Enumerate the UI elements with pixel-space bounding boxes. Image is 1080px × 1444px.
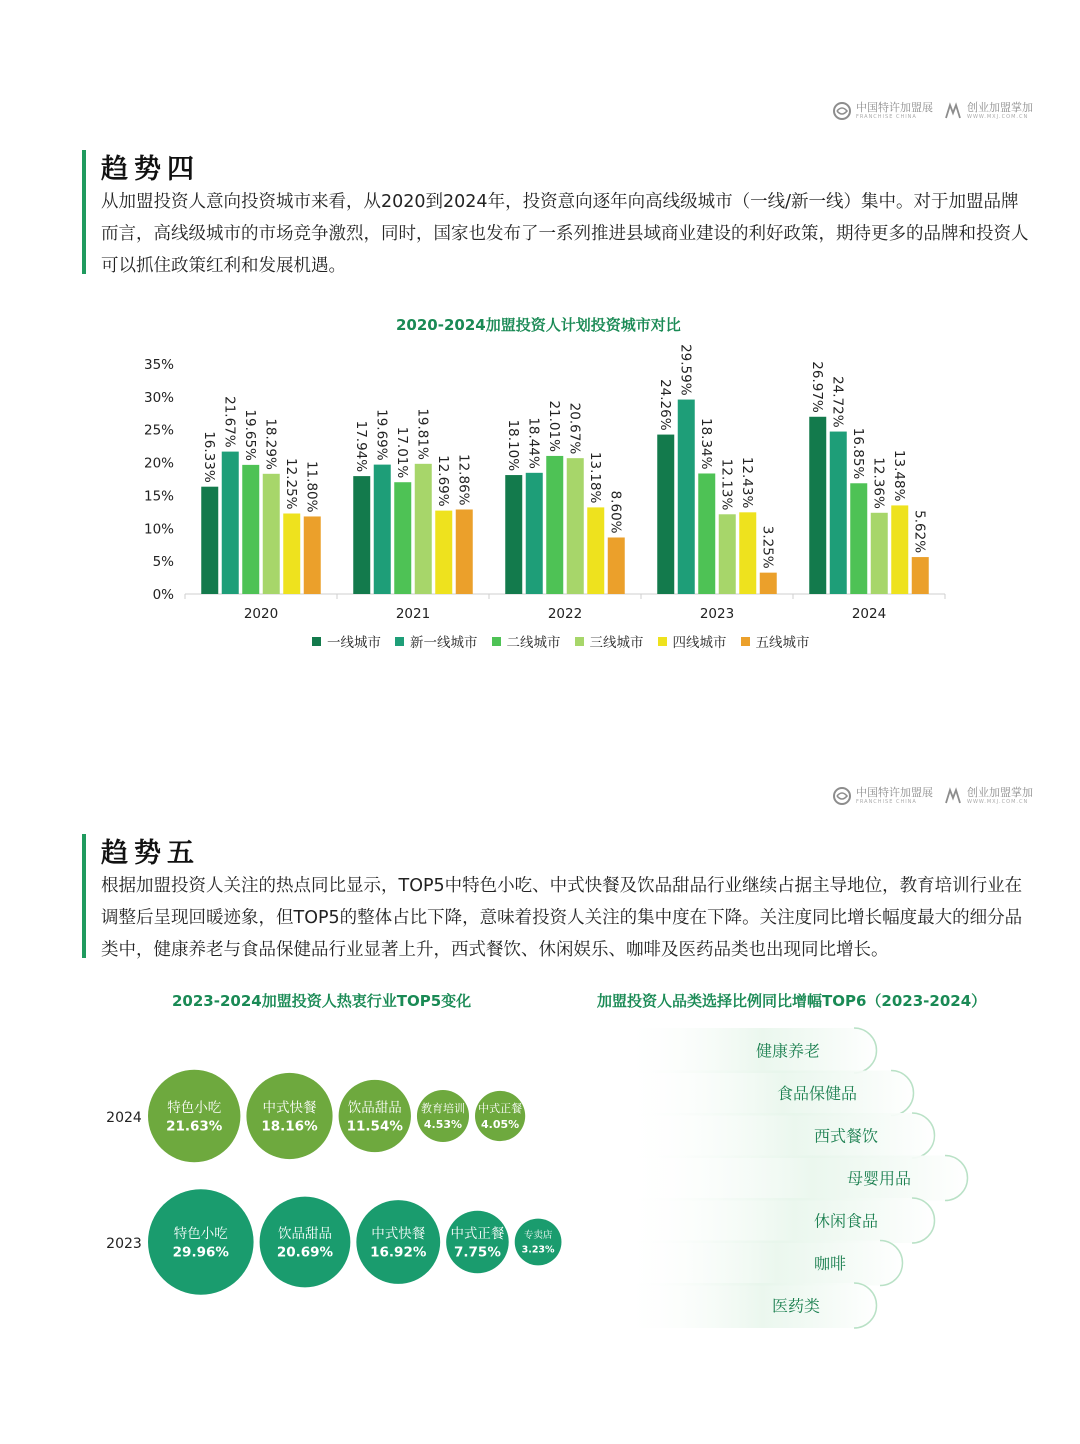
data-label: 13.18% [586, 451, 603, 504]
bar [353, 476, 370, 594]
franchise-china-icon [832, 101, 852, 121]
data-label: 19.81% [414, 408, 431, 460]
bar [222, 452, 239, 594]
data-label: 12.36% [870, 457, 887, 509]
ranking-pill [620, 1071, 915, 1116]
data-label: 21.67% [221, 396, 238, 448]
data-label: 3.25% [759, 525, 776, 569]
ranking-pill [620, 1198, 936, 1243]
data-label: 18.34% [697, 417, 714, 470]
bar [435, 511, 452, 594]
bar [760, 573, 777, 594]
trend4-accent-bar [82, 150, 86, 274]
franchise-china-logo-2 [832, 786, 933, 806]
bubble [446, 1211, 509, 1274]
ranking-label: 食品保健品 [776, 1084, 857, 1103]
bar [505, 475, 522, 594]
bubble-chart [0, 1050, 555, 1290]
bubble-category: 中式快餐 [371, 1226, 426, 1242]
legend-label: 二线城市 [506, 635, 561, 651]
bubble-category: 特色小吃 [167, 1100, 222, 1116]
bubble-value: 7.75% [454, 1244, 501, 1261]
bar [283, 514, 300, 595]
brand1-name: 中国特许加盟展 [856, 101, 933, 114]
data-label: 12.69% [434, 455, 451, 507]
trend5-heading: 趋势五 [101, 838, 200, 869]
data-label: 24.26% [656, 379, 673, 431]
bubble [515, 1219, 562, 1266]
y-tick-label: 10% [143, 521, 174, 538]
bubble [260, 1197, 351, 1288]
bar [809, 417, 826, 594]
bar [678, 400, 695, 594]
data-label: 21.01% [545, 400, 562, 452]
x-tick-label: 2021 [395, 606, 431, 622]
bar [201, 487, 218, 594]
x-tick-label: 2022 [547, 606, 583, 622]
ranking-label: 西式餐饮 [813, 1126, 878, 1146]
ranking-label: 医药类 [771, 1296, 820, 1316]
legend-label: 新一线城市 [410, 635, 478, 651]
data-label: 5.62% [911, 510, 928, 554]
ranking-pill [620, 1283, 878, 1328]
y-tick-label: 35% [143, 357, 174, 373]
bar [304, 516, 321, 594]
brand2-name: 创业加盟掌加 [967, 101, 1033, 114]
bubble-value: 4.53% [423, 1118, 463, 1131]
ranking-chart-title: 加盟投资人品类选择比例同比增幅TOP6（2023-2024） [597, 992, 987, 1010]
bar [587, 507, 604, 594]
mxj-logo-2 [943, 786, 1033, 806]
data-label: 12.25% [282, 458, 299, 510]
bubble-value: 29.96% [172, 1244, 229, 1261]
data-label: 12.43% [738, 456, 755, 509]
legend-swatch [312, 637, 321, 646]
x-tick-label: 2020 [243, 606, 279, 622]
bubble-value: 21.63% [166, 1118, 223, 1135]
bar [263, 474, 280, 594]
ranking-pill [620, 1113, 936, 1158]
ranking-pill [620, 1156, 969, 1201]
legend-item [741, 631, 810, 651]
bubble-row-year: 2023 [106, 1236, 142, 1252]
legend-swatch [741, 637, 750, 646]
bubble-category: 专卖店 [523, 1230, 553, 1241]
bubble [148, 1189, 254, 1295]
y-tick-label: 25% [143, 422, 174, 439]
legend-item [492, 631, 561, 651]
bubble [475, 1091, 525, 1141]
bubble [148, 1070, 240, 1162]
franchise-china-icon [832, 786, 852, 806]
data-label: 18.10% [504, 419, 521, 472]
bar [242, 465, 259, 594]
bar [657, 435, 674, 594]
ranking-label: 咖啡 [813, 1254, 846, 1273]
bubble [339, 1080, 411, 1152]
bubble-category: 中式正餐 [478, 1102, 523, 1115]
data-label: 16.33% [200, 431, 217, 483]
data-label: 17.01% [393, 426, 410, 479]
bubble-value: 18.16% [261, 1118, 318, 1135]
data-label: 19.65% [241, 409, 258, 461]
data-label: 11.80% [303, 460, 320, 513]
mxj-icon [943, 101, 963, 121]
legend-item [575, 631, 644, 651]
bar [830, 432, 847, 594]
ranking-pill [620, 1241, 904, 1286]
bar [394, 482, 411, 594]
bubble-category: 特色小吃 [173, 1226, 228, 1242]
bar [891, 505, 908, 594]
y-tick-label: 0% [152, 587, 174, 603]
legend-label: 五线城市 [755, 635, 810, 651]
bar [526, 473, 543, 594]
city-chart-legend [312, 631, 810, 651]
bar [456, 509, 473, 594]
data-label: 24.72% [829, 376, 846, 428]
bubble-category: 教育培训 [420, 1102, 465, 1115]
bar [912, 557, 929, 594]
data-label: 12.13% [718, 458, 735, 511]
data-label: 19.69% [373, 409, 390, 461]
bar [871, 513, 888, 594]
city-bar-chart [0, 330, 1080, 630]
bar [415, 464, 432, 594]
legend-swatch [658, 637, 667, 646]
legend-item [312, 631, 381, 651]
bar [698, 473, 715, 594]
brand2-name-2: 创业加盟掌加 [967, 786, 1033, 799]
brand1-name-2: 中国特许加盟展 [856, 786, 933, 799]
bubble-value: 3.23% [521, 1244, 555, 1256]
data-label: 8.60% [607, 490, 624, 534]
ranking-label: 母婴用品 [846, 1169, 911, 1188]
trend4-heading: 趋势四 [101, 154, 200, 185]
legend-swatch [395, 637, 404, 646]
bubble-category: 饮品甜品 [277, 1226, 332, 1242]
bubble-chart-title: 2023-2024加盟投资人热衷行业TOP5变化 [172, 992, 472, 1010]
bar [608, 537, 625, 594]
data-label: 18.44% [525, 417, 542, 469]
bubble-value: 11.54% [346, 1118, 403, 1135]
trend4-paragraph: 从加盟投资人意向投资城市来看，从2020到2024年，投资意向逐年向高线级城市（一线/新一线）集中。对于加盟品牌而言，高线级城市的市场竞争激烈，同时，国家也发布了一系列推进县域商业建设的利好政策，期待更多的品牌和投资人可以抓住政策红利和发展机遇。 [101, 192, 1029, 276]
brand2-sub: WWW.MXJ.COM.CN [967, 114, 1029, 120]
bubble [246, 1073, 332, 1159]
data-label: 18.29% [262, 418, 279, 470]
brand1-sub-2: FRANCHISE CHINA [856, 799, 917, 805]
bubble-category: 饮品甜品 [347, 1100, 402, 1116]
ranking-label: 健康养老 [755, 1041, 820, 1061]
ranking-pill [620, 1028, 878, 1073]
trend5-accent-bar [82, 834, 86, 958]
legend-swatch [575, 637, 584, 646]
legend-item [658, 631, 727, 651]
ranking-chart [580, 1010, 1060, 1350]
bar [374, 465, 391, 594]
bar [546, 456, 563, 594]
franchise-china-logo [832, 101, 933, 121]
brand2-sub-2: WWW.MXJ.COM.CN [967, 799, 1029, 805]
bar [739, 512, 756, 594]
ranking-label: 休闲食品 [813, 1211, 878, 1231]
data-label: 29.59% [677, 344, 694, 396]
data-label: 16.85% [849, 427, 866, 480]
brand1-sub: FRANCHISE CHINA [856, 114, 917, 120]
header-logos-2 [832, 786, 1033, 806]
y-tick-label: 15% [143, 488, 174, 505]
legend-swatch [492, 637, 501, 646]
bubble [356, 1200, 440, 1284]
bar [567, 458, 584, 594]
city-chart-title: 2020-2024加盟投资人计划投资城市对比 [396, 316, 681, 334]
x-tick-label: 2024 [851, 606, 887, 622]
data-label: 13.48% [890, 449, 907, 502]
mxj-icon [943, 786, 963, 806]
header-logos [832, 101, 1033, 121]
trend5-paragraph: 根据加盟投资人关注的热点同比显示，TOP5中特色小吃、中式快餐及饮品甜品行业继续占据主导地位，教育培训行业在调整后呈现回暖迹象，但TOP5的整体占比下降，意味着投资人关注的集中度在下降。关注度同比增长幅度最大的细分品类中，健康养老与食品保健品行业显著上升，西式餐饮、休闲娱乐、咖啡及医药品类也出现同比增长。 [101, 876, 1023, 960]
data-label: 12.86% [455, 454, 472, 506]
data-label: 26.97% [808, 361, 825, 413]
legend-item [395, 631, 478, 651]
data-label: 17.94% [352, 420, 369, 473]
bubble-category: 中式快餐 [262, 1100, 317, 1116]
y-tick-label: 30% [143, 389, 174, 406]
mxj-logo [943, 101, 1033, 121]
bubble-value: 4.05% [481, 1118, 520, 1131]
y-tick-label: 20% [143, 455, 174, 472]
bubble-category: 中式正餐 [450, 1226, 505, 1242]
bubble-row-year: 2024 [106, 1110, 142, 1126]
legend-label: 三线城市 [589, 635, 644, 651]
y-tick-label: 5% [152, 554, 174, 571]
bubble-value: 20.69% [276, 1244, 334, 1261]
bar [850, 483, 867, 594]
legend-label: 四线城市 [672, 635, 727, 651]
data-label: 20.67% [566, 402, 583, 455]
bubble-value: 16.92% [370, 1244, 427, 1261]
x-tick-label: 2023 [699, 606, 735, 622]
legend-label: 一线城市 [327, 635, 381, 651]
bubble [417, 1090, 469, 1142]
bar [719, 514, 736, 594]
